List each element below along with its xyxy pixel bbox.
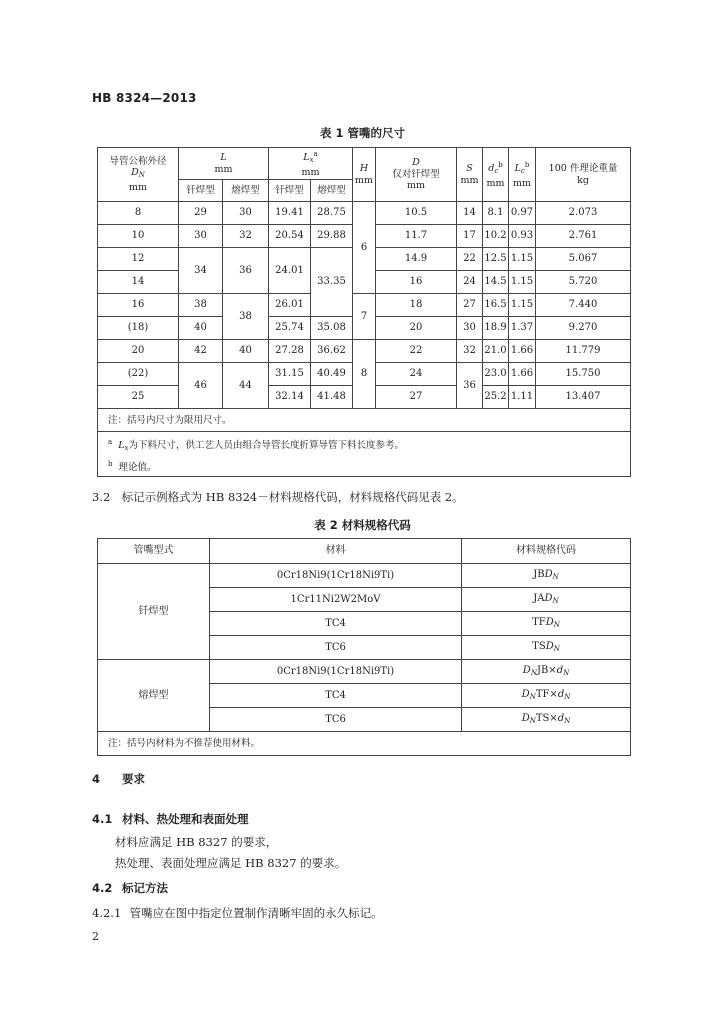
- cell-lx-weld: 29.88: [311, 225, 353, 248]
- cell-material: TC6: [210, 636, 462, 660]
- cell-lc: 1.15: [509, 271, 536, 294]
- cell-d: 20: [376, 317, 457, 340]
- table2-note: 注：括号内材料为不推荐使用材料。: [98, 732, 631, 756]
- cell-weight: 15.750: [536, 363, 631, 386]
- cell-lx-weld: 40.49: [311, 363, 353, 386]
- cell-lc: 1.66: [509, 340, 536, 363]
- cell-h: 6: [353, 202, 376, 294]
- cell-s: 14: [457, 202, 483, 225]
- cell-d: 16: [376, 271, 457, 294]
- page-number: 2: [92, 930, 99, 943]
- header-lc: $L_c^b$ mm: [509, 148, 536, 202]
- section-4-2-1: 4.2.1 管嘴应在图中指定位置制作清晰牢固的永久标记。: [92, 906, 383, 920]
- table2-header-type: 管嘴型式: [98, 539, 210, 564]
- cell-dc: 21.0: [483, 340, 509, 363]
- cell-material: TC6: [210, 708, 462, 732]
- cell-lx-weld: 28.75: [311, 202, 353, 225]
- cell-weight: 5.067: [536, 248, 631, 271]
- cell-weight: 7.440: [536, 294, 631, 317]
- cell-dc: 10.2: [483, 225, 509, 248]
- header-lx-welded: 熔焊型: [311, 180, 353, 202]
- cell-dn: 12: [98, 248, 179, 271]
- cell-l-braze: 42: [179, 340, 223, 363]
- cell-dn: (22): [98, 363, 179, 386]
- cell-lx-weld: 35.08: [311, 317, 353, 340]
- cell-l-weld: 38: [223, 294, 269, 340]
- cell-material: TC4: [210, 684, 462, 708]
- section-4-1-line2: 热处理、表面处理应满足 HB 8327 的要求。: [115, 856, 347, 870]
- cell-dc: 14.5: [483, 271, 509, 294]
- cell-s: 22: [457, 248, 483, 271]
- cell-lc: 0.97: [509, 202, 536, 225]
- cell-lc: 0.93: [509, 225, 536, 248]
- cell-weight: 13.407: [536, 386, 631, 409]
- table-row: [98, 294, 631, 317]
- cell-lc: 1.66: [509, 363, 536, 386]
- cell-code: $TSD_N$: [462, 636, 631, 660]
- cell-dn: 16: [98, 294, 179, 317]
- table1: [97, 147, 631, 477]
- cell-l-braze: 34: [179, 248, 223, 294]
- cell-weight: 9.270: [536, 317, 631, 340]
- table2: [97, 538, 631, 756]
- header-d: D 仅对钎焊型 mm: [376, 148, 457, 202]
- table-row: [98, 340, 631, 363]
- cell-lx-braze: 27.28: [269, 340, 311, 363]
- cell-s: 36: [457, 363, 483, 409]
- cell-l-weld: 32: [223, 225, 269, 248]
- table1-caption: 表 1 管嘴的尺寸: [319, 126, 405, 140]
- header-h: H mm: [353, 148, 376, 202]
- cell-lx-weld: 33.35: [311, 248, 353, 317]
- cell-d: 11.7: [376, 225, 457, 248]
- cell-lx-braze: 26.01: [269, 294, 311, 317]
- cell-code: $D_NJB\times d_N$: [462, 660, 631, 684]
- cell-dc: 25.2: [483, 386, 509, 409]
- cell-lx-braze: 32.14: [269, 386, 311, 409]
- cell-d: 22: [376, 340, 457, 363]
- table2-header-code: 材料规格代码: [462, 539, 631, 564]
- table2-caption: 表 2 材料规格代码: [314, 518, 411, 532]
- cell-d: 14.9: [376, 248, 457, 271]
- table-row: [98, 202, 631, 225]
- cell-dn: (18): [98, 317, 179, 340]
- cell-dc: 8.1: [483, 202, 509, 225]
- header-weight: 100 件理论重量 kg: [536, 148, 631, 202]
- cell-code: $D_NTF\times d_N$: [462, 684, 631, 708]
- cell-code: $JBD_N$: [462, 564, 631, 588]
- cell-dn: 8: [98, 202, 179, 225]
- cell-lc: 1.37: [509, 317, 536, 340]
- cell-s: 27: [457, 294, 483, 317]
- cell-dn: 20: [98, 340, 179, 363]
- cell-weight: 11.779: [536, 340, 631, 363]
- cell-l-weld: 30: [223, 202, 269, 225]
- table2-header-material: 材料: [210, 539, 462, 564]
- cell-weight: 5.720: [536, 271, 631, 294]
- cell-s: 32: [457, 340, 483, 363]
- cell-lx-braze: 31.15: [269, 363, 311, 386]
- cell-code: $TFD_N$: [462, 612, 631, 636]
- document-header: HB 8324—2013: [92, 91, 197, 105]
- cell-d: 10.5: [376, 202, 457, 225]
- cell-l-braze: 40: [179, 317, 223, 340]
- cell-material: TC4: [210, 612, 462, 636]
- cell-l-weld: 40: [223, 340, 269, 363]
- cell-weight: 2.073: [536, 202, 631, 225]
- cell-l-braze: 30: [179, 225, 223, 248]
- header-l-welded: 熔焊型: [223, 180, 269, 202]
- table-row: [98, 660, 631, 684]
- table1-note: 注：括号内尺寸为限用尺寸。: [98, 409, 631, 432]
- cell-d: 24: [376, 363, 457, 386]
- table2-welded-label: 熔焊型: [98, 660, 210, 732]
- header-lx-brazed: 钎焊型: [269, 180, 311, 202]
- cell-lx-braze: 20.54: [269, 225, 311, 248]
- cell-s: 24: [457, 271, 483, 294]
- cell-dc: 18.9: [483, 317, 509, 340]
- section-4-1-line1: 材料应满足 HB 8327 的要求，: [115, 835, 278, 849]
- section-4-1-heading: 4.1 材料、热处理和表面处理: [92, 812, 249, 826]
- cell-weight: 2.761: [536, 225, 631, 248]
- cell-dn: 14: [98, 271, 179, 294]
- header-dc: $d_c^b$ mm: [483, 148, 509, 202]
- cell-material: 0Cr18Ni9(1Cr18Ni9Ti): [210, 564, 462, 588]
- table-row: [98, 564, 631, 588]
- cell-dn: 10: [98, 225, 179, 248]
- cell-s: 30: [457, 317, 483, 340]
- cell-dn: 25: [98, 386, 179, 409]
- cell-lc: 1.11: [509, 386, 536, 409]
- cell-material: 1Cr11Ni2W2MoV: [210, 588, 462, 612]
- cell-material: 0Cr18Ni9(1Cr18Ni9Ti): [210, 660, 462, 684]
- cell-dc: 16.5: [483, 294, 509, 317]
- cell-l-braze: 29: [179, 202, 223, 225]
- cell-l-weld: 36: [223, 248, 269, 294]
- cell-lc: 1.15: [509, 248, 536, 271]
- section-4-2-heading: 4.2 标记方法: [92, 881, 169, 895]
- cell-dc: 12.5: [483, 248, 509, 271]
- cell-l-weld: 44: [223, 363, 269, 409]
- cell-d: 27: [376, 386, 457, 409]
- cell-code: $JAD_N$: [462, 588, 631, 612]
- header-l: L mm: [179, 148, 269, 180]
- cell-code: $D_NTS\times d_N$: [462, 708, 631, 732]
- header-dn: 导管公称外径 $D_N$ mm: [98, 148, 179, 202]
- cell-lx-braze: 25.74: [269, 317, 311, 340]
- table2-brazed-label: 钎焊型: [98, 564, 210, 660]
- cell-d: 18: [376, 294, 457, 317]
- header-s: S mm: [457, 148, 483, 202]
- cell-lx-weld: 41.48: [311, 386, 353, 409]
- cell-lx-weld: 36.62: [311, 340, 353, 363]
- cell-s: 17: [457, 225, 483, 248]
- section-4-heading: 4 要求: [92, 772, 146, 786]
- cell-l-braze: 38: [179, 294, 223, 317]
- cell-dc: 23.0: [483, 363, 509, 386]
- table1-footnotes: $^a$ $L_x$为下料尺寸，供工艺人员由组合导管长度折算导管下料长度参考。 $^b$ 理论值。: [98, 432, 631, 477]
- header-l-brazed: 钎焊型: [179, 180, 223, 202]
- header-lx: $L_x^a$ mm: [269, 148, 353, 180]
- paragraph-3-2: 3.2 标记示例格式为 HB 8324－材料规格代码，材料规格代码见表 2。: [92, 490, 464, 504]
- cell-h: 7: [353, 294, 376, 340]
- cell-h: 8: [353, 340, 376, 409]
- cell-lc: 1.15: [509, 294, 536, 317]
- cell-l-braze: 46: [179, 363, 223, 409]
- cell-lx-braze: 24.01: [269, 248, 311, 294]
- cell-lx-braze: 19.41: [269, 202, 311, 225]
